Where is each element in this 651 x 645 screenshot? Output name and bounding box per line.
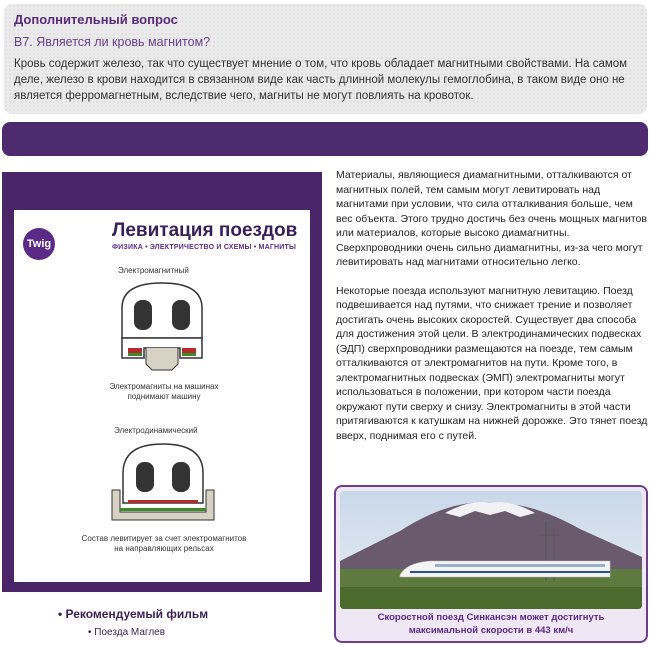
photo-caption-line2: максимальной скорости в 443 км/ч	[408, 625, 574, 636]
card-title: Левитация поездов	[112, 220, 298, 241]
diagram2-caption-line2: на направляющих рельсах	[114, 544, 214, 553]
paragraph-diamagnetism: Материалы, являющиеся диамагнитными, отталкиваются от магнитных полей, тем самым могут левитировать над магнитами при условии, что сила отталкивания больше, чем вес объекта. Этого трудно достичь без очень мощных магнитов или материалов, которые высоко диамагнитны. Сверхпроводники очень сильно диамагнитны, из-за чего могут левитировать над магнитами относительно легко.	[336, 169, 647, 268]
question-box	[4, 4, 647, 114]
question-text: Кровь содержит железо, так что существует мнение о том, что кровь обладает магнитными свойствами. На самом деле, железо в крови находится в связанном виде как часть длинной молекулы гемоглобина, в таком виде оно не является ферромагнетным, вследствие чего, магниты не могут повлиять на кровоток.	[14, 58, 628, 102]
article-text	[336, 168, 648, 457]
recommended-film-heading: • Рекомендуемый фильм	[58, 607, 209, 621]
photo-caption	[340, 611, 642, 637]
twig-logo: Twig	[23, 228, 55, 260]
paragraph-maglev: Некоторые поезда используют магнитную левитацию. Поезд подвешивается над путями, что снижает трение и позволяет достигать очень высоких скоростей. Существует два способа для достижения этой цели. В электродинамических подвесках (ЭДП) сверхпроводники размещаются на поезде, тем самым отталкиваются от электромагнитов на пути. Кроме того, в электромагнитных подвесках (ЭМП) электромагниты могут использоваться в положении, при котором части поезда окружают пути сверху и снизу. Электромагниты в этой части притягиваются к катушкам на нижней дорожке. Это тянет поезд вверх, поднимая его с путей.	[336, 284, 648, 442]
diagram2-caption-line1: Состав левитирует за счет электромагнитов	[81, 534, 247, 543]
diagram1-label: Электромагнитный	[118, 266, 189, 275]
photo-box	[334, 485, 648, 643]
divider-band	[2, 122, 648, 156]
diagram1-caption-line2: поднимают машину	[127, 392, 201, 401]
photo-caption-line1: Скоростной поезд Синкансэн может достигнуть	[377, 612, 605, 623]
question-title: В7. Является ли кровь магнитом?	[14, 35, 211, 49]
electrodynamic-diagram	[98, 438, 228, 532]
diagram2-label: Электродинамический	[114, 426, 198, 435]
diagram1-caption-line1: Электромагниты на машинах	[109, 382, 219, 391]
recommended-film-link[interactable]: • Поезда Маглев	[88, 627, 166, 638]
diagram1-caption	[84, 382, 244, 402]
section-heading: Дополнительный вопрос	[14, 12, 178, 27]
shinkansen-photo	[340, 491, 642, 609]
electromagnetic-diagram	[112, 278, 212, 378]
diagram2-caption	[54, 534, 274, 554]
card-subtitle: ФИЗИКА • ЭЛЕКТРИЧЕСТВО И СХЕМЫ • МАГНИТЫ	[112, 244, 297, 251]
levitation-card	[14, 210, 310, 582]
